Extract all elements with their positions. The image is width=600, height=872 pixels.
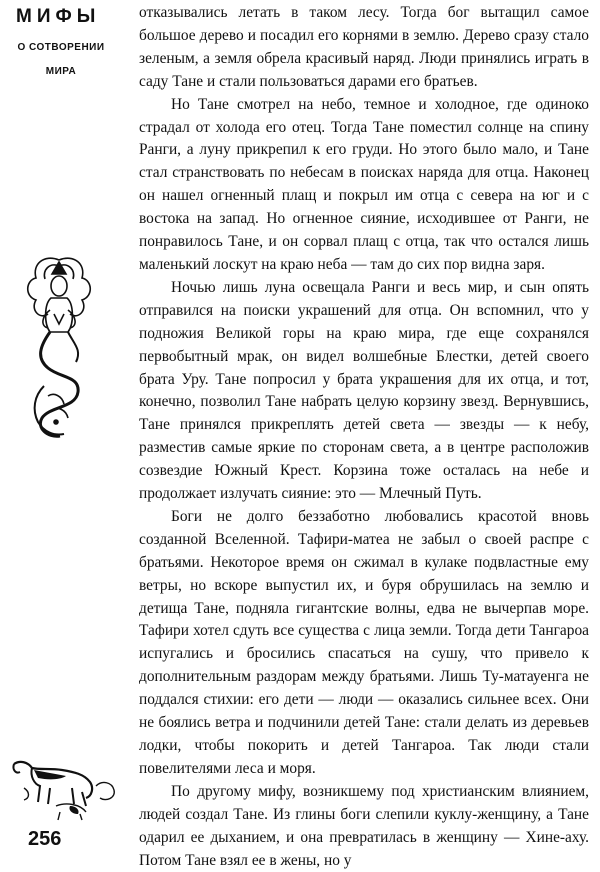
paragraph: Боги не долго беззаботно любовались красотой вновь созданной Вселенной. Тафири-матеа не забыл о своей распре с братьями. Некоторое время он сжимал в кулаке подвластные ему ветры, но вскоре выпустил их, и буря обрушилась на землю и детища Тане, подняла гигантские волны, едва не вычерпав море. Тафири хотел сдуть все существа с лица земли. Тогда дети Тангароа испугались и бросились спасаться на сушу, что привело к дополнительным раздорам между братьями. Лишь Ту-матауенга не поддался стихии: его дети — люди — оказались сильнее всех. Они не боялись ветра и подчинили детей Тане: стали делать из деревьев лодки, чтобы покорить и детей Тангароа. Так люди стали повелителями леса и моря.	[139, 507, 589, 777]
paragraph: По другому мифу, возникшему под христианским влиянием, людей создал Тане. Из глины боги слепили куклу-женщину, а Тане одарил ее дыханием, и она превратилась в женщину — Хине-аху. Потом Тане взял ее в жены, но у	[139, 782, 589, 869]
paragraph: Но Тане смотрел на небо, темное и холодное, где одиноко страдал от холода его отец. Тогда Тане поместил солнце на спину Ранги, а луну прикрепил к его груди. Но этого было мало, и Тане стал странствовать по небесам в поисках наряда для отца. Наконец он нашел огненный плащ и покрыл им отца с севера на юг и с востока на запад. Но огненное сияние, исходившее от Ранги, не понравилось Тане, и он сорвал плащ с отца, так что остался лишь маленький лоскут на краю неба — там до сих пор видна заря.	[139, 95, 589, 273]
page-number: 256	[28, 828, 62, 850]
running-header-subtitle-line1: О СОТВОРЕНИИ	[17, 42, 105, 53]
page-margin	[0, 0, 132, 866]
running-header-subtitle	[6, 36, 116, 84]
running-header-title: МИФЫ	[16, 6, 101, 27]
paragraph: Ночью лишь луна освещала Ранги и весь мир, и сын опять отправился на поиски украшений для отца. Он вспомнил, что у подножия Великой горы на краю мира, где еще сохранялся первобытный мрак, он видел волшебные Блестки, детей своего брата Уру. Тане попросил у брата украшения для их отца, и тот, конечно, позволил Тане набрать целую корзину звезд. Вернувшись, Тане принялся прикреплять детей света — звезды — к небу, разместив самые яркие по сторонам света, а в центре расположив созвездие Южный Крест. Корзина тоже осталась на небе и продолжает излучать сияние: это — Млечный Путь.	[139, 278, 589, 503]
deity-illustration	[14, 246, 104, 442]
body-text	[139, 2, 589, 872]
running-header-subtitle-line2: МИРА	[45, 66, 77, 77]
paragraph: отказывались летать в таком лесу. Тогда бог вытащил самое большое дерево и посадил его корнями в землю. Дерево сразу стало зеленым, а земля обрела красивый наряд. Люди принялись играть в саду Тане и стали пользоваться дарами его братьев.	[139, 4, 589, 90]
horse-illustration	[10, 758, 120, 822]
